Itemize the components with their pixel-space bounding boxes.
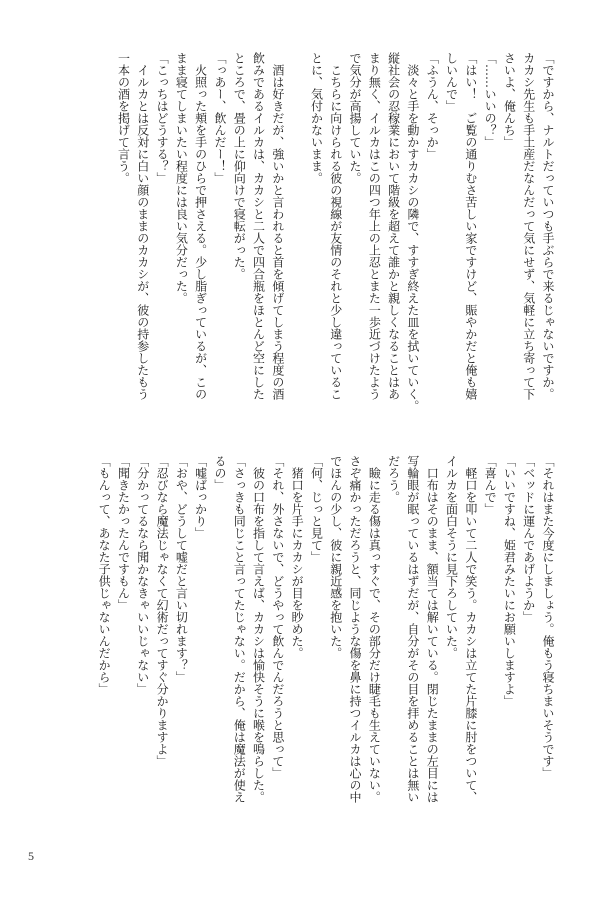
text-line: 「聞きたかったんですもん」 <box>116 455 131 611</box>
page-number: 5 <box>28 849 34 863</box>
text-line: 火照った頬を手のひらで押さえる。少し脂ぎっているが、この <box>193 52 208 400</box>
text-line: 軽口を叩いて二人で笑う。カカシは立てた片膝に肘をついて、 <box>463 455 478 803</box>
text-line: 「忍びなら魔法じゃなくて幻術だってすぐ分かりますよ」 <box>155 455 170 767</box>
text-line: 「さっきも同じこと言ってたじゃない。だから、俺は魔法が使え <box>232 455 247 803</box>
text-line: カカシ先生も手土産だなんだって気にせず、気軽に立ち寄って下 <box>521 52 536 400</box>
text-line: 写輪眼が眠っているはずだが、自分がその目を拝めることは無い <box>405 455 420 803</box>
text-line: 「それはまた今度にしましょう。俺もう寝ちまいそうです」 <box>541 455 555 779</box>
text-line: でほんの少し、彼に親近感を抱いた。 <box>328 455 343 659</box>
text-line: 「ベッドに運んであげようか」 <box>521 455 536 623</box>
text-line: 「おや、どうして嘘だと言い切れます？」 <box>174 455 189 683</box>
text-line: イルカとは反対に白い顔のままのカカシが、彼の持参したもう <box>135 52 150 400</box>
text-line: 「……いいの？」 <box>483 52 498 148</box>
upper-text-block <box>37 52 557 432</box>
text-line: るの」 <box>212 455 227 491</box>
text-line: とに、気付かないまま。 <box>309 52 324 184</box>
text-line: 縦社会の忍稼業において階級を超えて誰かと親しくなることはあ <box>386 52 401 400</box>
text-line: 猪口を片手にカカシが目を眇めた。 <box>290 455 305 659</box>
text-line: 「喜んで」 <box>483 455 498 515</box>
text-line: しいんで」 <box>444 52 459 112</box>
text-line: イルカを面白そうに見下ろしていた。 <box>444 455 459 659</box>
text-line: 「いいですね、姫君みたいにお願いしますよ」 <box>502 455 517 707</box>
text-line: 口布はそのまま、額当ては解いている。閉じたままの左目には <box>425 455 440 803</box>
text-line: 彼の口布を指して言えば、カカシは愉快そうに喉を鳴らした。 <box>251 455 266 803</box>
text-line: 淡々と手を動かすカカシの隣で、すすぎ終えた皿を拭いていく。 <box>405 52 420 412</box>
text-line: 飲みであるイルカは、カカシと二人で四合瓶をほとんど空にした <box>251 52 266 400</box>
text-line: だろう。 <box>386 455 401 503</box>
text-line: 一本の酒を掲げて言う。 <box>116 52 131 184</box>
text-line: さぞ痛かっただろうと、同じような傷を鼻に持つイルカは心の中 <box>348 455 363 803</box>
text-line: ところで、畳の上に仰向けで寝転がった。 <box>232 52 247 280</box>
text-line: 「もんって、あなた子供じゃないんだから」 <box>97 455 112 695</box>
text-line: 「分かってるなら聞かなきゃいいじゃない」 <box>135 455 150 695</box>
text-line: 「っあー、飲んだー！」 <box>212 52 227 184</box>
text-line: 「はい！ ご覧の通りむさ苦しい家ですけど、賑やかだと俺も嬉 <box>463 52 478 400</box>
text-line: 瞼に走る傷は真っすぐで、その部分だけ睫毛も生えていない。 <box>367 455 382 803</box>
text-line: 「ふうん、そっか」 <box>425 52 440 160</box>
text-line: 酒は好きだが、強いかと言われると首を傾げてしまう程度の酒 <box>270 52 285 400</box>
text-line: まり無く、イルカはこの四つ年上の上忍とまた一歩近づけたよう <box>367 52 382 400</box>
text-line: 「こっちはどうする？」 <box>155 52 170 184</box>
text-line: こちらに向けられる彼の視線が友情のそれと少し違っているこ <box>328 52 343 400</box>
text-line <box>287 52 306 432</box>
text-line: 「それ、外さないで、どうやって飲んでんだろうと思って」 <box>270 455 285 779</box>
text-line: 「嘘ばっかり」 <box>193 455 208 539</box>
lower-text-block <box>37 455 557 835</box>
text-line: 「ですから、ナルトだっていつも手ぶらで来るじゃないですか。 <box>541 52 555 400</box>
text-line: で気分が高揚していた。 <box>348 52 363 184</box>
text-line: まま寝てしまいたい程度には良い気分だった。 <box>174 52 189 304</box>
text-line: 「何、じっと見て」 <box>309 455 324 563</box>
text-line: さいよ、俺んち」 <box>502 52 517 148</box>
